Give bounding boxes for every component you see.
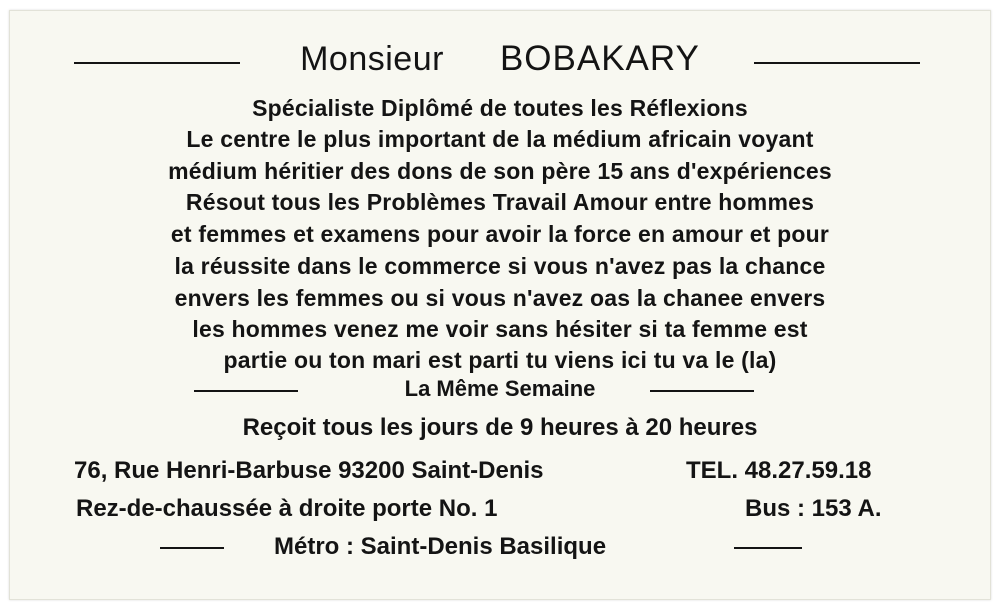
opening-hours: Reçoit tous les jours de 9 heures à 20 heures <box>242 414 758 441</box>
metro-info: Métro : Saint-Denis Basilique <box>274 533 607 560</box>
metro-rule-right <box>734 547 802 549</box>
body-line: les hommes venez me voir sans hésiter si ta femme est <box>192 316 808 342</box>
body-line: Spécialiste Diplômé de toutes les Réflexions <box>252 95 748 121</box>
floor-info: Rez-de-chaussée à droite porte No. 1 <box>76 495 498 522</box>
body-line: et femmes et examens pour avoir la force en amour et pour <box>170 221 830 247</box>
card-title <box>10 39 990 79</box>
semaine-rule-right <box>650 390 754 392</box>
bus-info: Bus : 153 A. <box>745 495 882 522</box>
body-line: envers les femmes ou si vous n'avez oas la chanee envers <box>174 285 826 311</box>
body-line: médium héritier des dons de son père 15 ans d'expériences <box>168 158 832 184</box>
phone-number: TEL. 48.27.59.18 <box>686 457 872 484</box>
business-card <box>9 10 991 600</box>
title-rule-right <box>754 62 920 64</box>
title-name: BOBAKARY <box>499 39 700 78</box>
body-line: Le centre le plus important de la médium africain voyant <box>186 126 814 152</box>
body-line: Résout tous les Problèmes Travail Amour entre hommes <box>185 189 815 215</box>
body-line: partie ou ton mari est parti tu viens ici tu va le (la) <box>223 347 777 373</box>
title-salutation: Monsieur <box>300 40 444 78</box>
body-line: la réussite dans le commerce si vous n'avez pas la chance <box>174 253 826 279</box>
subheading: La Même Semaine <box>404 376 596 401</box>
metro-rule-left <box>160 547 224 549</box>
street-address: 76, Rue Henri-Barbuse 93200 Saint-Denis <box>74 457 544 484</box>
